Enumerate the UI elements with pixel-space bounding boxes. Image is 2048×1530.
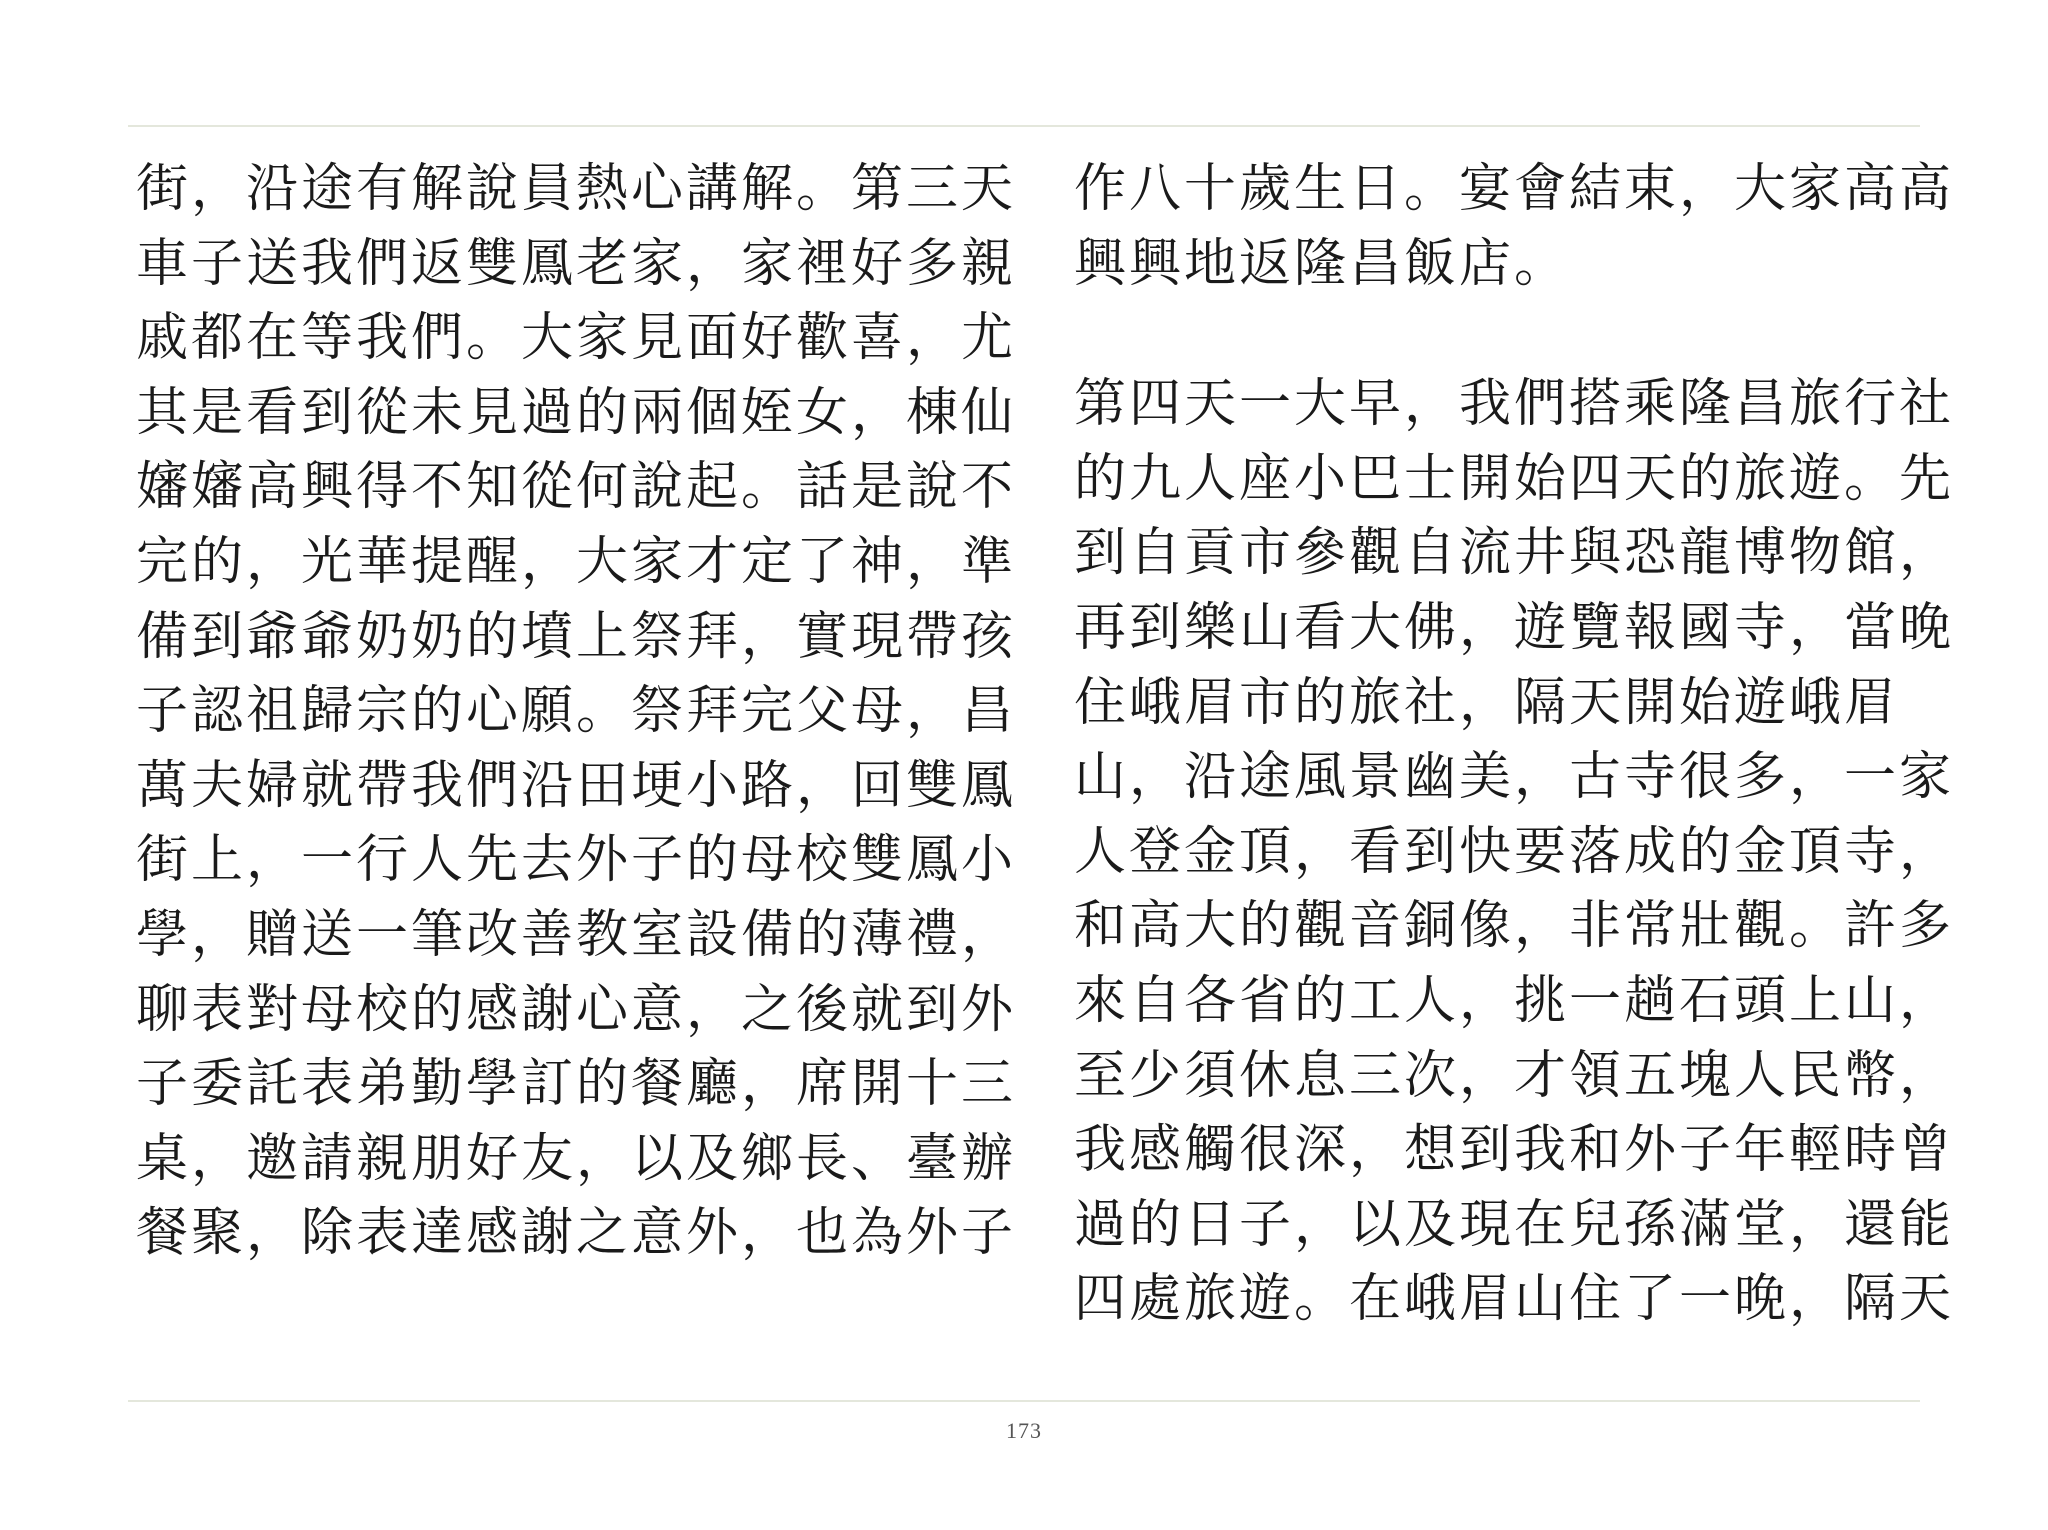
text-line: 住峨眉市的旅社，隔天開始遊峨眉 [1074, 672, 1900, 733]
text-line: 山，沿途風景幽美，古寺很多，一家 [1074, 747, 1955, 808]
text-line: 餐聚，除表達感謝之意外，也為外子 [136, 1203, 1017, 1264]
text-line: 街，沿途有解說員熱心講解。第三天 [136, 159, 1017, 219]
text-line: 嬸嬸高興得不知從何說起。話是說不 [136, 457, 1017, 518]
text-line: 四處旅遊。在峨眉山住了一晚，隔天 [1074, 1269, 1955, 1330]
text-line: 街上，一行人先去外子的母校雙鳳小 [136, 830, 1017, 891]
text-line: 到自貢市參觀自流井與恐龍博物館， [1074, 523, 1955, 584]
top-rule [128, 125, 1920, 127]
text-line: 其是看到從未見過的兩個姪女，棟仙 [136, 382, 1017, 443]
text-line: 車子送我們返雙鳳老家，家裡好多親 [136, 233, 1017, 294]
text-line: 興興地返隆昌飯店。 [1074, 233, 1570, 294]
page-number: 173 [1006, 1418, 1042, 1443]
text-line: 過的日子，以及現在兒孫滿堂，還能 [1074, 1194, 1955, 1255]
paragraph-gap [1074, 301, 1934, 367]
text-line: 完的，光華提醒，大家才定了神，準 [136, 531, 1017, 592]
text-line: 備到爺爺奶奶的墳上祭拜，實現帶孩 [136, 606, 1017, 667]
text-line: 我感觸很深，想到我和外子年輕時曾 [1074, 1120, 1955, 1181]
text-line: 至少須休息三次，才領五塊人民幣， [1074, 1045, 1955, 1106]
text-line: 再到樂山看大佛，遊覽報國寺，當晚 [1074, 597, 1955, 658]
text-line: 和高大的觀音銅像，非常壯觀。許多 [1074, 896, 1955, 957]
bottom-rule [128, 1400, 1920, 1402]
text-line: 作八十歲生日。宴會結束，大家高高 [1074, 159, 1955, 219]
text-line: 學，贈送一筆改善教室設備的薄禮， [136, 904, 1017, 965]
text-line: 來自各省的工人，挑一趟石頭上山， [1074, 970, 1955, 1031]
left-text-column [136, 152, 1017, 1271]
text-line: 子認祖歸宗的心願。祭拜完父母，昌 [136, 681, 1017, 742]
text-line: 的九人座小巴士開始四天的旅遊。先 [1074, 448, 1955, 509]
text-line: 桌，邀請親朋好友，以及鄉長、臺辦 [136, 1128, 1017, 1189]
text-line: 子委託表弟勤學訂的餐廳，席開十三 [136, 1054, 1017, 1115]
text-line: 戚都在等我們。大家見面好歡喜，尤 [136, 308, 1017, 369]
right-text-column [1074, 152, 1955, 1337]
text-line: 人登金頂，看到快要落成的金頂寺， [1074, 821, 1955, 882]
text-line: 聊表對母校的感謝心意，之後就到外 [136, 979, 1017, 1040]
text-line: 萬夫婦就帶我們沿田埂小路，回雙鳳 [136, 755, 1017, 816]
text-line: 第四天一大早，我們搭乘隆昌旅行社 [1074, 374, 1955, 435]
